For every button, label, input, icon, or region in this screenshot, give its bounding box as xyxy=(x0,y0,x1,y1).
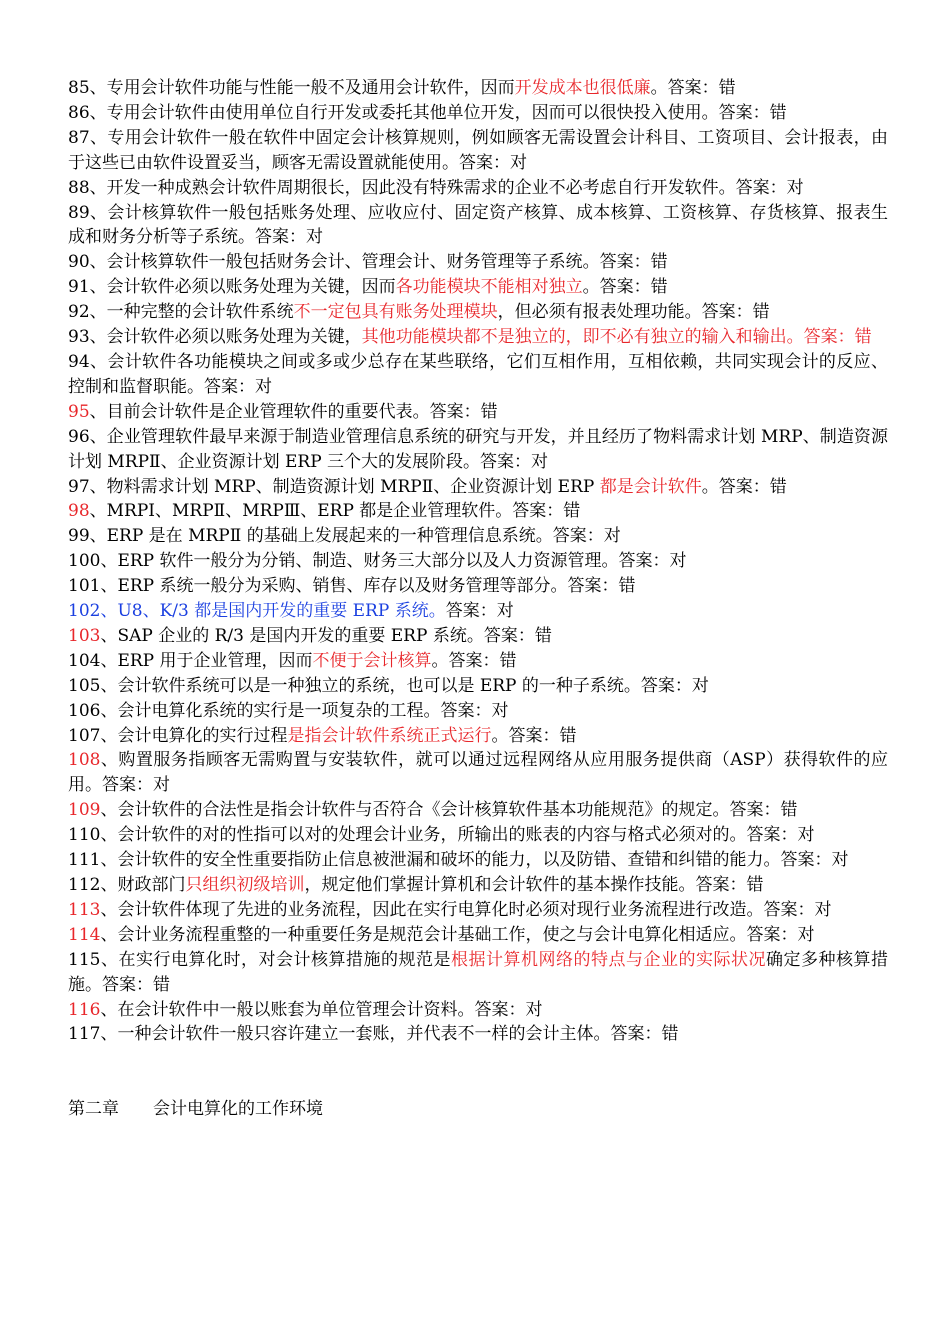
question-item xyxy=(68,649,888,674)
question-text: 112、财政部门 xyxy=(68,875,186,895)
question-item xyxy=(68,699,888,724)
question-item xyxy=(68,275,888,300)
question-text: 92、一种完整的会计软件系统 xyxy=(68,302,294,323)
question-item xyxy=(68,748,888,798)
question-text: 89、会计核算软件一般包括账务处理、应收应付、固定资产核算、成本核算、工资核算、存货核算、报表生成和财务分析等子系统。答案：对 xyxy=(68,202,888,248)
chapter-heading: 第二章 会计电算化的工作环境 xyxy=(68,1099,323,1120)
question-text: 99、ERP 是在 MRPⅡ 的基础上发展起来的一种管理信息系统。答案：对 xyxy=(68,526,621,547)
question-text: 。答案：错 xyxy=(582,277,668,298)
highlighted-text: 根据计算机网络的特点与企业的实际状况 xyxy=(450,949,766,970)
section-gap xyxy=(68,1047,888,1097)
question-item xyxy=(68,201,888,251)
question-item xyxy=(68,176,888,201)
highlighted-text: 各功能模块不能相对独立 xyxy=(395,277,583,298)
question-item xyxy=(68,250,888,275)
question-text: 、在会计软件中一般以账套为单位管理会计资料。答案：对 xyxy=(100,999,543,1020)
question-text: 93、会计软件必须以账务处理为关键， xyxy=(68,327,362,348)
question-item xyxy=(68,101,888,126)
question-item xyxy=(68,524,888,549)
question-item xyxy=(68,549,888,574)
document-page xyxy=(68,76,888,1122)
question-text: 答案：对 xyxy=(445,601,514,622)
highlighted-text: 是指会计软件系统正式运行 xyxy=(287,725,492,746)
question-item xyxy=(68,923,888,948)
question-item xyxy=(68,998,888,1023)
question-item xyxy=(68,798,888,823)
question-text: 97、物料需求计划 MRP、制造资源计划 MRPⅡ、企业资源计划 ERP xyxy=(68,476,600,497)
question-item xyxy=(68,1022,888,1047)
question-item xyxy=(68,475,888,500)
question-item xyxy=(68,300,888,325)
question-text: 。答案：错 xyxy=(650,78,736,98)
question-text: 106、会计电算化系统的实行是一项复杂的工程。答案：对 xyxy=(68,700,509,721)
question-text: 。答案：错 xyxy=(491,725,577,746)
question-item xyxy=(68,574,888,599)
question-text: 。答案：错 xyxy=(431,650,517,671)
highlighted-text: 都是会计软件 xyxy=(599,476,702,497)
highlighted-text: 95 xyxy=(68,401,90,422)
question-text: 104、ERP 用于企业管理，因而 xyxy=(68,650,313,671)
question-item xyxy=(68,898,888,923)
question-text: 94、会计软件各功能模块之间或多或少总存在某些联络，它们互相作用，互相依赖，共同实现会计的反应、控制和监督职能。答案：对 xyxy=(68,351,888,397)
question-text: 90、会计核算软件一般包括财务会计、管理会计、财务管理等子系统。答案：错 xyxy=(68,252,668,273)
question-item xyxy=(68,948,888,998)
question-text: 105、会计软件系统可以是一种独立的系统，也可以是 ERP 的一种子系统。答案：对 xyxy=(68,675,709,696)
question-text: 101、ERP 系统一般分为采购、销售、库存以及财务管理等部分。答案：错 xyxy=(68,576,636,597)
highlighted-text: 98 xyxy=(68,501,90,522)
highlighted-text: 114 xyxy=(68,924,101,945)
question-text: 、SAP 企业的 R/3 是国内开发的重要 ERP 系统。答案：错 xyxy=(100,625,552,646)
question-text: 、会计软件体现了先进的业务流程，因此在实行电算化时必须对现行业务流程进行改造。答案：对 xyxy=(100,899,832,920)
question-text: 117、一种会计软件一般只容许建立一套账，并代表不一样的会计主体。答案：错 xyxy=(68,1024,679,1045)
question-item xyxy=(68,425,888,475)
question-text: 110、会计软件的对的性指可以对的处理会计业务，所输出的账表的内容与格式必须对的。答案：对 xyxy=(68,825,815,846)
question-text: 115、在实行电算化时，对会计核算措施的规范是 xyxy=(68,949,451,970)
question-list xyxy=(68,76,888,1047)
question-item xyxy=(68,674,888,699)
question-item xyxy=(68,624,888,649)
question-text: 100、ERP 软件一般分为分销、制造、财务三大部分以及人力资源管理。答案：对 xyxy=(68,551,687,572)
question-item xyxy=(68,873,888,898)
question-text: 、会计软件的合法性是指会计软件与否符合《会计核算软件基本功能规范》的规定。答案：错 xyxy=(100,800,798,821)
question-text: 85、专用会计软件功能与性能一般不及通用会计软件，因而 xyxy=(68,78,515,98)
question-item xyxy=(68,76,888,101)
question-item xyxy=(68,724,888,749)
highlighted-text: 116 xyxy=(68,999,101,1020)
question-text: 107、会计电算化的实行过程 xyxy=(68,725,288,746)
question-text: 111、会计软件的安全性重要指防止信息被泄漏和破坏的能力，以及防错、查错和纠错的能力。答案：对 xyxy=(68,850,849,871)
question-item xyxy=(68,400,888,425)
question-text: 、目前会计软件是企业管理软件的重要代表。答案：错 xyxy=(89,401,498,422)
question-text: 87、专用会计软件一般在软件中固定会计核算规则，例如顾客无需设置会计科目、工资项目、会计报表，由于这些已由软件设置妥当，顾客无需设置就能使用。答案：对 xyxy=(68,127,888,173)
question-text: 、MRPⅠ、MRPⅡ、MRPⅢ、ERP 都是企业管理软件。答案：错 xyxy=(89,501,581,522)
question-text: ，规定他们掌握计算机和会计软件的基本操作技能。答案：错 xyxy=(304,875,764,895)
highlighted-text: 只组织初级培训 xyxy=(185,875,305,895)
highlighted-text: 108 xyxy=(68,750,101,771)
question-text: ，但必须有报表处理功能。答案：错 xyxy=(497,302,770,323)
highlighted-text: 109 xyxy=(68,800,101,821)
question-item xyxy=(68,599,888,624)
question-item xyxy=(68,823,888,848)
question-text: 、购置服务指顾客无需购置与安装软件，就可以通过远程网络从应用服务提供商（ASP）获得软件的应用。答案：对 xyxy=(68,750,888,796)
question-text: 96、企业管理软件最早来源于制造业管理信息系统的研究与开发，并且经历了物料需求计划 MRP、制造资源计划 MRPⅡ、企业资源计划 ERP 三个大的发展阶段。答案：对 xyxy=(68,426,888,472)
highlighted-text: 102、U8、K/3 都是国内开发的重要 ERP 系统。 xyxy=(68,601,446,622)
highlighted-text: 不便于会计核算 xyxy=(312,650,432,671)
highlighted-text: 开发成本也很低廉 xyxy=(514,78,651,98)
question-text: 88、开发一种成熟会计软件周期很长，因此没有特殊需求的企业不必考虑自行开发软件。答案：对 xyxy=(68,177,804,198)
highlighted-text: 113 xyxy=(68,899,101,920)
question-item xyxy=(68,848,888,873)
highlighted-text: 103 xyxy=(68,625,101,646)
question-item xyxy=(68,126,888,176)
highlighted-text: 其他功能模块都不是独立的，即不必有独立的输入和输出。答案：错 xyxy=(361,327,872,348)
question-text: 86、专用会计软件由使用单位自行开发或委托其他单位开发，因而可以很快投入使用。答案：错 xyxy=(68,102,787,123)
highlighted-text: 不一定包具有账务处理模块 xyxy=(293,302,498,323)
question-text: 确定多种核算措施。答案：错 xyxy=(68,949,889,995)
question-item xyxy=(68,499,888,524)
question-item xyxy=(68,325,888,350)
question-text: 91、会计软件必须以账务处理为关键，因而 xyxy=(68,277,396,298)
question-text: 。答案：错 xyxy=(701,476,787,497)
question-text: 、会计业务流程重整的一种重要任务是规范会计基础工作，使之与会计电算化相适应。答案：对 xyxy=(100,924,815,945)
question-item xyxy=(68,350,888,400)
